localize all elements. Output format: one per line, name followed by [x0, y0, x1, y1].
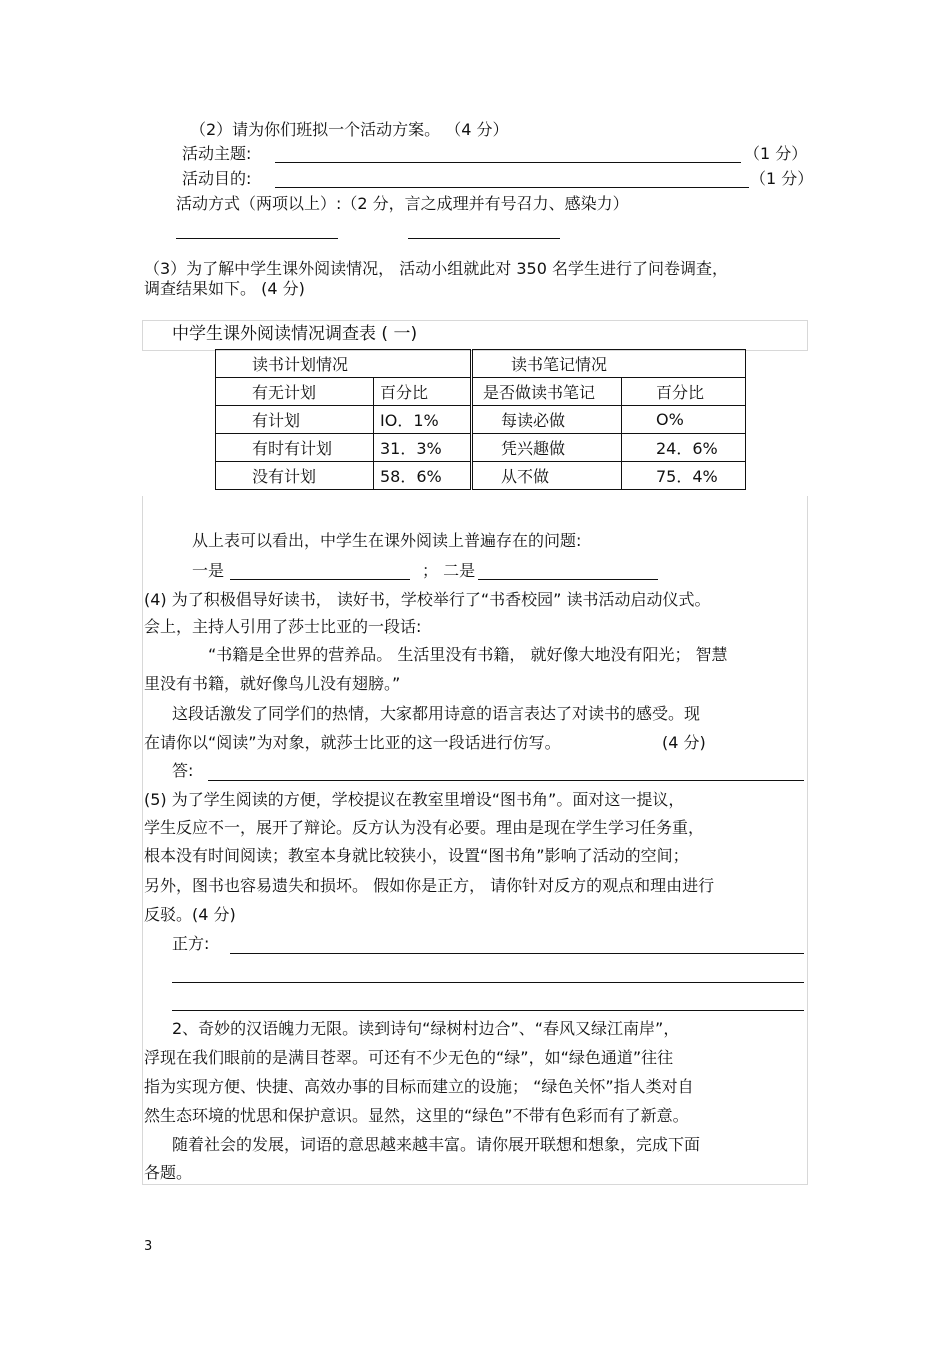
header-notes: 是否做读书笔记: [472, 378, 622, 406]
q5-line-4: 另外，图书也容易遗失和损坏。 假如你是正方， 请你针对反方的观点和理由进行: [144, 876, 715, 895]
q5-line-2: 学生反应不一，展开了辩论。反方认为没有必要。理由是现在学生学习任务重，: [144, 818, 705, 837]
part2-line-6: 各题。: [144, 1163, 193, 1182]
q4-line-3: 这段话激发了同学们的热情，大家都用诗意的语言表达了对读书的感受。现: [172, 704, 701, 723]
part2-line-5: 随着社会的发展，词语的意思越来越丰富。请你展开联想和想象，完成下面: [172, 1135, 701, 1154]
part2-line-2: 浮现在我们眼前的是满目苍翠。可还有不少无色的“绿”，如“绿色通道”往往: [144, 1048, 674, 1067]
q3-line-2: 调查结果如下。 (4 分): [144, 279, 305, 298]
q5-line-1: (5) 为了学生阅读的方便，学校提议在教室里增设“图书角”。面对这一提议，: [144, 790, 685, 809]
cell-notes: 凭兴趣做: [472, 434, 622, 462]
purpose-label: 活动目的:: [182, 169, 252, 188]
method-label: 活动方式（两项以上）:（2 分，言之成理并有号召力、感染力）: [176, 194, 629, 213]
q4-line-1: (4) 为了积极倡导好读书， 读好书，学校举行了“书香校园” 读书活动启动仪式。: [144, 590, 711, 609]
cell-notes: 从不做: [472, 462, 622, 490]
second-problem-line[interactable]: [478, 579, 658, 580]
cell-plan-percent: 31．3%: [374, 434, 472, 462]
q5-answer-line-2[interactable]: [172, 982, 804, 983]
cell-plan: 有时有计划: [216, 434, 374, 462]
part2-line-1: 2、奇妙的汉语魄力无限。读到诗句“绿树村边合”、“春风又绿江南岸”，: [172, 1019, 680, 1038]
header-plan-percent: 百分比: [374, 378, 472, 406]
table-row: [216, 434, 746, 462]
cell-notes-percent: 24．6%: [622, 434, 746, 462]
first-problem-line[interactable]: [230, 579, 410, 580]
cell-notes-percent: 75．4%: [622, 462, 746, 490]
cell-plan-percent: IO．1%: [374, 406, 472, 434]
second-problem-label: ； 二是: [422, 561, 476, 580]
header-plan: 有无计划: [216, 378, 374, 406]
table-row: [216, 462, 746, 490]
header-notes-percent: 百分比: [622, 378, 746, 406]
cell-plan: 没有计划: [216, 462, 374, 490]
cell-plan: 有计划: [216, 406, 374, 434]
group-notes-label: 读书笔记情况: [511, 355, 608, 374]
q5-answer-line-3[interactable]: [172, 1010, 804, 1011]
cell-notes: 每读必做: [472, 406, 622, 434]
q5-line-5: 反驳。(4 分): [144, 905, 236, 924]
group-plan-label: 读书计划情况: [252, 355, 349, 374]
q5-line-3: 根本没有时间阅读；教室本身就比较狭小，设置“图书角”影响了活动的空间；: [144, 846, 689, 865]
q4-answer-line[interactable]: [208, 780, 804, 781]
theme-score: （1 分）: [744, 144, 808, 163]
q4-line-2: 会上，主持人引用了莎士比亚的一段话:: [144, 617, 422, 636]
q5-answer-line-1[interactable]: [230, 953, 804, 954]
group-notes-header: [472, 350, 746, 378]
table-title: 中学生课外阅读情况调查表 ( 一): [172, 324, 418, 344]
method-answer-line-2[interactable]: [408, 238, 560, 239]
cell-notes-percent: O%: [622, 406, 746, 434]
survey-table: [215, 349, 746, 490]
part2-line-3: 指为实现方便、快捷、高效办事的目标而建立的设施； “绿色关怀”指人类对自: [144, 1077, 694, 1096]
table-group-row: [216, 350, 746, 378]
q3-line-1: （3）为了解中学生课外阅读情况， 活动小组就此对 350 名学生进行了问卷调查，: [144, 259, 728, 278]
page-number: 3: [144, 1239, 153, 1254]
purpose-score: （1 分）: [750, 169, 814, 188]
first-problem-label: 一是: [192, 561, 225, 580]
q4-answer-label: 答:: [172, 761, 194, 780]
q3-conclusion: 从上表可以看出，中学生在课外阅读上普遍存在的问题:: [192, 531, 582, 550]
theme-label: 活动主题:: [182, 144, 252, 163]
q4-line-4: 在请你以“阅读”为对象，就莎士比亚的这一段话进行仿写。: [144, 733, 561, 752]
cell-plan-percent: 58．6%: [374, 462, 472, 490]
q4-score: (4 分): [662, 733, 706, 752]
q4-quote-1: “书籍是全世界的营养品。 生活里没有书籍， 就好像大地没有阳光； 智慧: [208, 645, 728, 664]
table-row: [216, 406, 746, 434]
q2-intro: （2）请为你们班拟一个活动方案。 （4 分）: [190, 120, 509, 139]
theme-answer-line[interactable]: [275, 162, 741, 163]
part2-line-4: 然生态环境的忧思和保护意识。显然，这里的“绿色”不带有色彩而有了新意。: [144, 1106, 689, 1125]
q4-quote-2: 里没有书籍，就好像鸟儿没有翅膀。”: [144, 674, 401, 693]
purpose-answer-line[interactable]: [275, 187, 749, 188]
method-answer-line-1[interactable]: [176, 238, 338, 239]
table-header-row: [216, 378, 746, 406]
group-plan-header: [216, 350, 472, 378]
q5-answer-label: 正方:: [172, 934, 210, 953]
